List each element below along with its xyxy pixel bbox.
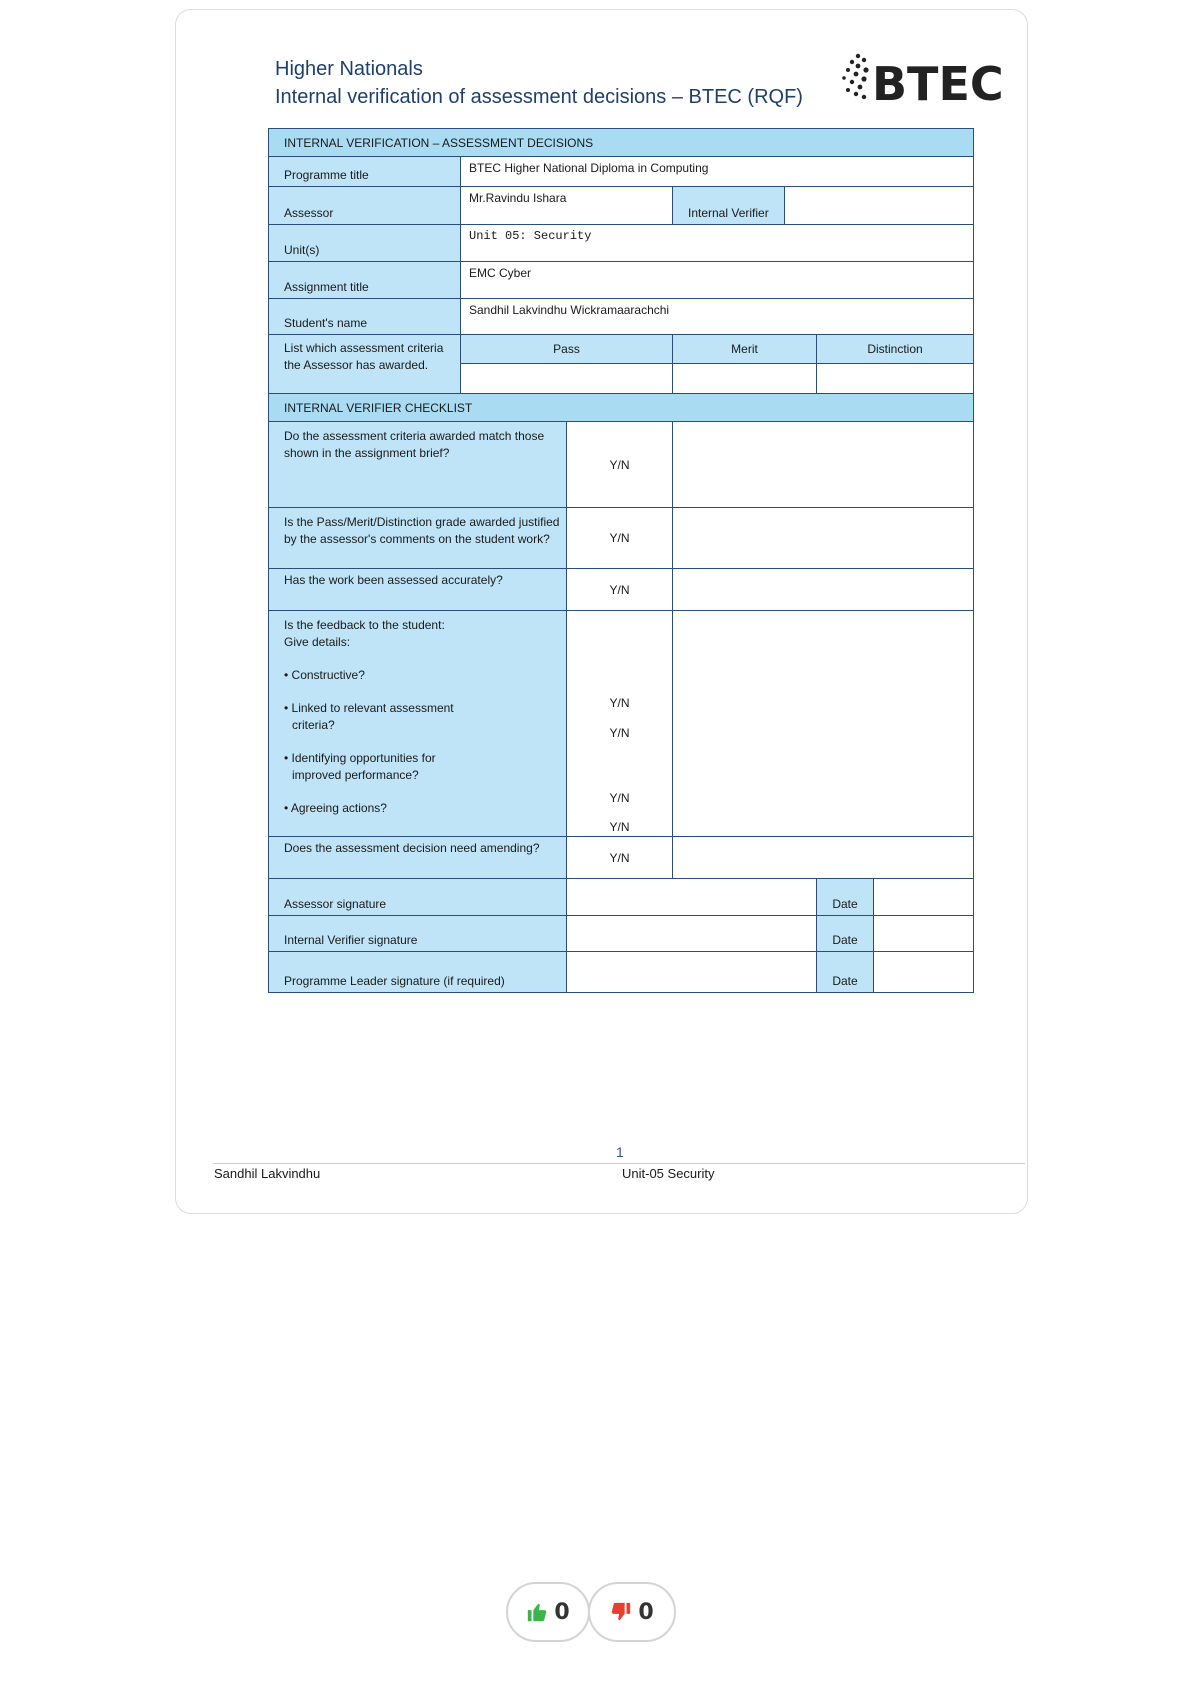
grade-merit-value[interactable]	[673, 364, 817, 394]
section-title-decisions: INTERNAL VERIFICATION – ASSESSMENT DECISIONS	[269, 129, 974, 157]
checklist-q5: Does the assessment decision need amending?	[269, 837, 567, 879]
section-title-checklist: INTERNAL VERIFIER CHECKLIST	[269, 394, 974, 422]
document-header	[275, 55, 803, 111]
downvote-count: 0	[638, 1599, 654, 1625]
iv-signature-label: Internal Verifier signature	[269, 916, 567, 952]
units-label: Unit(s)	[269, 225, 461, 262]
iv-date-label: Date	[817, 916, 874, 952]
q4-intro: Is the feedback to the student:	[284, 618, 445, 632]
footer-divider	[213, 1163, 1025, 1164]
checklist-q4	[269, 611, 567, 837]
q4-bullet-linked: • Linked to relevant assessment	[284, 701, 454, 715]
assessor-date-label: Date	[817, 879, 874, 916]
internal-verifier-value[interactable]	[785, 187, 974, 225]
checklist-q4-comment[interactable]	[673, 611, 974, 837]
thumbs-up-icon	[526, 1601, 548, 1623]
q4-bullet-agreeing: • Agreeing actions?	[284, 801, 387, 815]
checklist-q1: Do the assessment criteria awarded match those shown in the assignment brief?	[269, 422, 567, 508]
assessor-signature-label: Assessor signature	[269, 879, 567, 916]
assessor-label: Assessor	[269, 187, 461, 225]
programme-title-value[interactable]: BTEC Higher National Diploma in Computing	[461, 157, 974, 187]
grade-merit-header: Merit	[673, 335, 817, 364]
verification-form	[268, 128, 974, 993]
upvote-count: 0	[554, 1599, 570, 1625]
q4-yn-constructive[interactable]: Y/N	[609, 696, 630, 710]
assignment-title-value[interactable]: EMC Cyber	[461, 262, 974, 299]
iv-date-field[interactable]	[874, 916, 974, 952]
checklist-q5-comment[interactable]	[673, 837, 974, 879]
q4-yn-opportunities[interactable]: Y/N	[609, 791, 630, 805]
checklist-q2: Is the Pass/Merit/Distinction grade awarded justified by the assessor's comments on the student work?	[269, 508, 567, 569]
student-name-value[interactable]: Sandhil Lakvindhu Wickramaarachchi	[461, 299, 974, 335]
downvote-button[interactable]	[588, 1582, 676, 1642]
checklist-q3-yn[interactable]: Y/N	[567, 569, 673, 611]
assignment-title-label: Assignment title	[269, 262, 461, 299]
page-number: 1	[616, 1144, 624, 1160]
checklist-q2-yn[interactable]: Y/N	[567, 508, 673, 569]
assessor-signature-field[interactable]	[567, 879, 817, 916]
assessor-value[interactable]: Mr.Ravindu Ishara	[461, 187, 673, 225]
internal-verifier-label: Internal Verifier	[673, 187, 785, 225]
thumbs-down-icon	[610, 1601, 632, 1623]
checklist-q1-yn[interactable]: Y/N	[567, 422, 673, 508]
assessor-date-field[interactable]	[874, 879, 974, 916]
q4-bullet-linked-cont: criteria?	[292, 718, 335, 732]
iv-signature-field[interactable]	[567, 916, 817, 952]
svg-text:BTEC: BTEC	[872, 57, 1004, 110]
units-value[interactable]: Unit 05: Security	[461, 225, 974, 262]
grade-distinction-value[interactable]	[817, 364, 974, 394]
criteria-label: List which assessment criteria the Assessor has awarded.	[269, 335, 461, 394]
programme-title-label: Programme title	[269, 157, 461, 187]
programme-leader-signature-label: Programme Leader signature (if required)	[269, 952, 567, 993]
btec-logo	[840, 50, 1005, 110]
upvote-button[interactable]	[506, 1582, 590, 1642]
header-line-1: Higher Nationals	[275, 58, 423, 80]
grade-pass-header: Pass	[461, 335, 673, 364]
q4-bullet-opportunities: • Identifying opportunities for	[284, 751, 436, 765]
q4-yn-linked[interactable]: Y/N	[609, 726, 630, 740]
q4-bullet-constructive: • Constructive?	[284, 668, 365, 682]
checklist-q1-comment[interactable]	[673, 422, 974, 508]
checklist-q5-yn[interactable]: Y/N	[567, 837, 673, 879]
checklist-q4-yn-cell	[567, 611, 673, 837]
q4-give-details: Give details:	[284, 635, 351, 649]
student-name-label: Student's name	[269, 299, 461, 335]
checklist-q3-comment[interactable]	[673, 569, 974, 611]
grade-distinction-header: Distinction	[817, 335, 974, 364]
checklist-q2-comment[interactable]	[673, 508, 974, 569]
programme-leader-date-field[interactable]	[874, 952, 974, 993]
header-line-2: Internal verification of assessment decisions – BTEC (RQF)	[275, 86, 803, 108]
programme-leader-signature-field[interactable]	[567, 952, 817, 993]
checklist-q3: Has the work been assessed accurately?	[269, 569, 567, 611]
footer-unit: Unit-05 Security	[622, 1166, 715, 1181]
grade-pass-value[interactable]	[461, 364, 673, 394]
footer-author: Sandhil Lakvindhu	[214, 1166, 321, 1181]
programme-leader-date-label: Date	[817, 952, 874, 993]
q4-bullet-opportunities-cont: improved performance?	[292, 768, 419, 782]
q4-yn-agreeing[interactable]: Y/N	[609, 820, 630, 834]
